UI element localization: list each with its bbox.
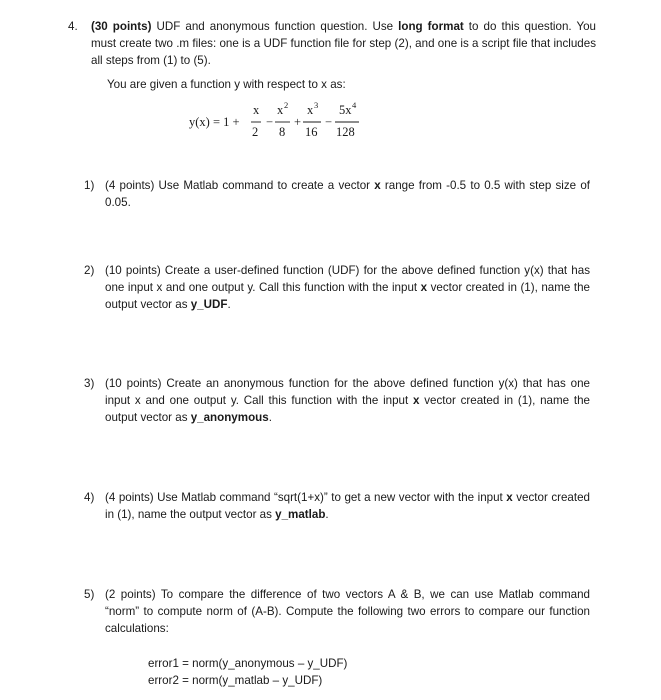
question-intro [91,18,596,69]
step-3-text [105,375,590,426]
step-4-bold-x: x [506,491,513,504]
step-5 [84,586,590,637]
term-2-numerator: x [277,103,284,117]
error-formulas [148,655,347,689]
step-4-pre: (4 points) Use Matlab command “sqrt(1+x)” to get a new vector with the input [105,491,507,504]
step-1 [84,177,590,211]
equation-svg [189,100,389,140]
step-1-mid: range from -0.5 to 0.5 with step size of 0.05. [105,179,590,209]
step-4 [84,489,590,523]
term-4-sign: − [325,115,333,129]
step-1-text [105,177,590,211]
error2-formula: error2 = norm(y_matlab – y_UDF) [148,674,323,687]
intro-text-1: UDF and anonymous function question. Use [151,20,399,33]
term-3-numerator: x [307,103,314,117]
term-1-denominator: 2 [252,125,259,139]
step-1-number: 1) [84,179,95,192]
step-4-post: . [325,508,329,521]
step-5-number: 5) [84,588,95,601]
step-3-post: . [268,411,272,424]
term-3-sign: + [294,115,302,129]
question-number: 4. [68,20,78,33]
term-3-denominator: 16 [305,125,318,139]
function-equation [189,100,389,140]
step-3-mid: vector created in (1), name the output vector as [105,394,590,424]
step-3-number: 3) [84,377,95,390]
term-2-exponent: 2 [284,100,289,110]
step-4-text [105,489,590,523]
step-4-bold-output: y_matlab [275,508,326,521]
step-2 [84,262,590,313]
intro-bold-long-format: long format [398,20,464,33]
step-3 [84,375,590,426]
equation-lhs: y(x) = 1 + [189,115,240,129]
step-2-text [105,262,590,313]
error1-formula: error1 = norm(y_anonymous – y_UDF) [148,657,348,670]
intro-text-2: to do this question. You must create two .m files: one is a UDF function file for step (2), and one is a script file that includes all steps from (1) to (5). [91,20,597,67]
step-4-number: 4) [84,491,95,504]
step-2-number: 2) [84,264,95,277]
step-1-pre: (4 points) Use Matlab command to create a vector [105,179,375,192]
question-points: (30 points) [91,20,152,33]
given-statement: You are given a function y with respect to x as: [107,78,346,91]
step-2-post: . [227,298,231,311]
term-3-exponent: 3 [314,100,319,110]
step-3-pre: (10 points) Create an anonymous function for the above defined function y(x) that has one input x and one output y. Call this function with the input [105,377,590,407]
term-2-sign: − [266,115,274,129]
term-4-exponent: 4 [352,100,357,110]
term-1-numerator: x [253,103,260,117]
step-2-mid: vector created in (1), name the output vector as [105,281,590,311]
term-4-denominator: 128 [336,125,355,139]
step-1-bold-x: x [374,179,381,192]
term-4-numerator: 5x [339,103,352,117]
step-2-pre: (10 points) Create a user-defined function (UDF) for the above defined function y(x) that has one input x and one output y. Call this function with the input [105,264,590,294]
term-2-denominator: 8 [279,125,286,139]
step-3-bold-output: y_anonymous [190,411,269,424]
step-5-text: (2 points) To compare the difference of two vectors A & B, we can use Matlab command “norm” to compute norm of (A-B). Compute the following two errors to compare our function calculations: [105,588,590,635]
step-2-bold-x: x [420,281,428,294]
step-4-mid: vector created in (1), name the output vector as [105,491,590,521]
step-3-bold-x: x [413,394,420,407]
step-2-bold-output: y_UDF [190,298,228,311]
